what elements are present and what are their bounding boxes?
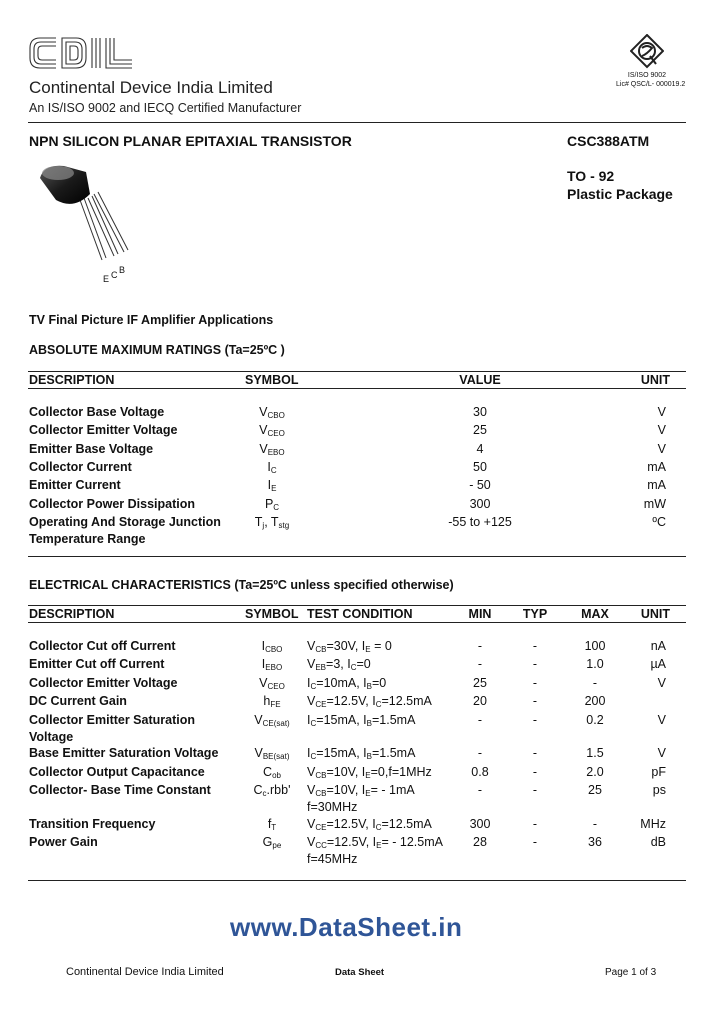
footer-page: Page 1 of 3 (605, 967, 657, 978)
unit: V (657, 405, 666, 419)
typ: - (532, 783, 538, 797)
value: 25 (473, 423, 487, 437)
symbol: $I_E$ (267, 478, 277, 493)
description: Base Emitter Saturation Voltage (29, 746, 219, 760)
elec-heading: ELECTRICAL CHARACTERISTICS (Ta=25ºC unless specified otherwise) (29, 578, 454, 592)
symbol: $V_{BE(sat)}$ (254, 746, 290, 761)
description: Emitter Current (29, 478, 121, 492)
symbol: $I_{CBO}$ (261, 639, 283, 654)
unit: mA (647, 478, 666, 492)
abs-max-top-rule (28, 371, 686, 372)
applications: TV Final Picture IF Amplifier Applications (29, 313, 274, 327)
unit: pF (651, 765, 666, 779)
part-number: CSC388ATM (567, 133, 650, 149)
description: Collector- Base Time Constant (29, 783, 211, 797)
min: 28 (473, 835, 487, 849)
datasheet-watermark-link[interactable]: www.DataSheet.in (230, 912, 463, 942)
package-material: Plastic Package (567, 186, 673, 202)
company-name: Continental Device India Limited (29, 78, 273, 97)
pin-label-e: E (103, 274, 110, 284)
min: - (477, 657, 483, 671)
min: - (477, 713, 483, 727)
typ: - (532, 835, 538, 849)
description: Power Gain (29, 835, 98, 849)
certification-mark-icon (630, 34, 664, 75)
description: Temperature Range (29, 532, 146, 546)
abs-col-unit: UNIT (640, 373, 670, 387)
unit: V (657, 676, 666, 690)
description: DC Current Gain (29, 694, 127, 708)
elec-col-typ: TYP (522, 607, 548, 621)
symbol: $V_{EBO}$ (259, 442, 285, 457)
description: Collector Emitter Voltage (29, 676, 178, 690)
typ: - (532, 694, 538, 708)
max: 1.5 (586, 746, 604, 760)
symbol: $I_{EBO}$ (261, 657, 283, 672)
max: - (592, 817, 598, 831)
symbol: $C_c.rbb'$ (253, 783, 291, 798)
footer-label: Data Sheet (335, 967, 385, 978)
elec-header-rule (28, 622, 686, 623)
elec-col-unit: UNIT (640, 607, 670, 621)
max: 25 (588, 783, 602, 797)
min: - (477, 639, 483, 653)
min: - (477, 783, 483, 797)
max: - (592, 676, 598, 690)
description: Collector Emitter Voltage (29, 423, 178, 437)
symbol: $h_{FE}$ (263, 694, 281, 709)
test-condition: $V_{CB}=10V$, $I_E=0,f=1MHz$ (307, 765, 432, 780)
abs-col-value: VALUE (459, 373, 501, 387)
min: - (477, 746, 483, 760)
description: Transition Frequency (29, 817, 156, 831)
max: 2.0 (586, 765, 604, 779)
unit: mW (643, 497, 666, 511)
symbol: $V_{CE(sat)}$ (254, 713, 290, 728)
test-condition: $V_{CC}=12.5V$, $I_E= - 12.5mA$ (307, 835, 443, 850)
test-condition: $I_C=10mA$, $I_B=0$ (307, 676, 387, 691)
unit: ºC (652, 515, 666, 529)
unit: V (657, 442, 666, 456)
symbol: $T_j$, $T_{stg}$ (254, 515, 290, 530)
description: Collector Base Voltage (29, 405, 165, 419)
test-condition: f=45MHz (307, 852, 358, 866)
max: 0.2 (586, 713, 604, 727)
value: - 50 (469, 478, 491, 492)
description: Collector Power Dissipation (29, 497, 196, 511)
description: Collector Emitter Saturation (29, 713, 195, 727)
abs-max-header-rule (28, 388, 686, 389)
description: Collector Cut off Current (29, 639, 176, 653)
package-type: TO - 92 (567, 168, 615, 184)
symbol: $I_C$ (267, 460, 277, 475)
description: Operating And Storage Junction (29, 515, 221, 529)
device-description: NPN SILICON PLANAR EPITAXIAL TRANSISTOR (29, 133, 352, 149)
unit: MHz (640, 817, 666, 831)
typ: - (532, 713, 538, 727)
unit: ps (652, 783, 666, 797)
symbol: $G_{pe}$ (262, 835, 282, 850)
cert-line-2: Lic# QSC/L- 000019.2 (616, 81, 686, 88)
description: Emitter Cut off Current (29, 657, 165, 671)
min: 0.8 (471, 765, 489, 779)
elec-col-description: DESCRIPTION (29, 607, 115, 621)
elec-col-max: MAX (581, 607, 609, 621)
typ: - (532, 765, 538, 779)
min: 300 (469, 817, 491, 831)
value: 4 (476, 442, 484, 456)
description: Collector Output Capacitance (29, 765, 205, 779)
to92-transistor-image (34, 160, 134, 275)
description: Collector Current (29, 460, 132, 474)
symbol: $C_{ob}$ (263, 765, 281, 780)
description: Emitter Base Voltage (29, 442, 154, 456)
elec-top-rule (28, 605, 686, 606)
pin-label-c: C (111, 270, 118, 280)
max: 36 (588, 835, 602, 849)
symbol: $V_{CEO}$ (259, 423, 285, 438)
cert-line-1: IS/ISO 9002 (627, 72, 667, 79)
unit: mA (647, 460, 666, 474)
unit: V (657, 713, 666, 727)
test-condition: $V_{EB}=3$, $I_C=0$ (307, 657, 371, 672)
typ: - (532, 817, 538, 831)
typ: - (532, 657, 538, 671)
value: 50 (473, 460, 487, 474)
test-condition: $V_{CE}=12.5V$, $I_C=12.5mA$ (307, 817, 432, 832)
test-condition: $V_{CB}=30V$, $I_E = 0$ (307, 639, 392, 654)
abs-max-heading: ABSOLUTE MAXIMUM RATINGS (Ta=25ºC ) (29, 343, 285, 357)
test-condition: $V_{CE}=12.5V$, $I_C=12.5mA$ (307, 694, 432, 709)
value: 30 (473, 405, 487, 419)
test-condition: $V_{CB}=10V$, $I_E= - 1mA$ (307, 783, 415, 798)
typ: - (532, 746, 538, 760)
typ: - (532, 676, 538, 690)
max: 200 (584, 694, 606, 708)
max: 100 (584, 639, 606, 653)
min: 25 (473, 676, 487, 690)
unit: V (657, 746, 666, 760)
symbol: $V_{CEO}$ (259, 676, 285, 691)
elec-col-min: MIN (468, 607, 492, 621)
abs-max-bottom-rule (28, 556, 686, 557)
description: Voltage (29, 730, 74, 744)
value: 300 (469, 497, 491, 511)
elec-col-test-condition: TEST CONDITION (307, 607, 413, 621)
symbol: $f_T$ (267, 817, 277, 832)
symbol: $V_{CBO}$ (259, 405, 285, 420)
pin-label-b: B (119, 265, 126, 275)
symbol: $P_C$ (264, 497, 280, 512)
unit: µA (650, 657, 666, 671)
footer-company: Continental Device India Limited (66, 966, 224, 978)
company-tagline: An IS/ISO 9002 and IECQ Certified Manufacturer (29, 101, 302, 115)
min: 20 (473, 694, 487, 708)
test-condition: $I_C=15mA$, $I_B=1.5mA$ (307, 713, 416, 728)
abs-col-symbol: SYMBOL (245, 373, 299, 387)
cdil-logo (28, 34, 136, 77)
test-condition: $I_C=15mA$, $I_B=1.5mA$ (307, 746, 416, 761)
unit: V (657, 423, 666, 437)
elec-bottom-rule (28, 880, 686, 881)
typ: - (532, 639, 538, 653)
value: -55 to +125 (448, 515, 512, 529)
unit: nA (650, 639, 666, 653)
header-divider (28, 122, 686, 123)
abs-col-description: DESCRIPTION (29, 373, 115, 387)
test-condition: f=30MHz (307, 800, 358, 814)
unit: dB (650, 835, 666, 849)
max: 1.0 (586, 657, 604, 671)
elec-col-symbol: SYMBOL (245, 607, 299, 621)
